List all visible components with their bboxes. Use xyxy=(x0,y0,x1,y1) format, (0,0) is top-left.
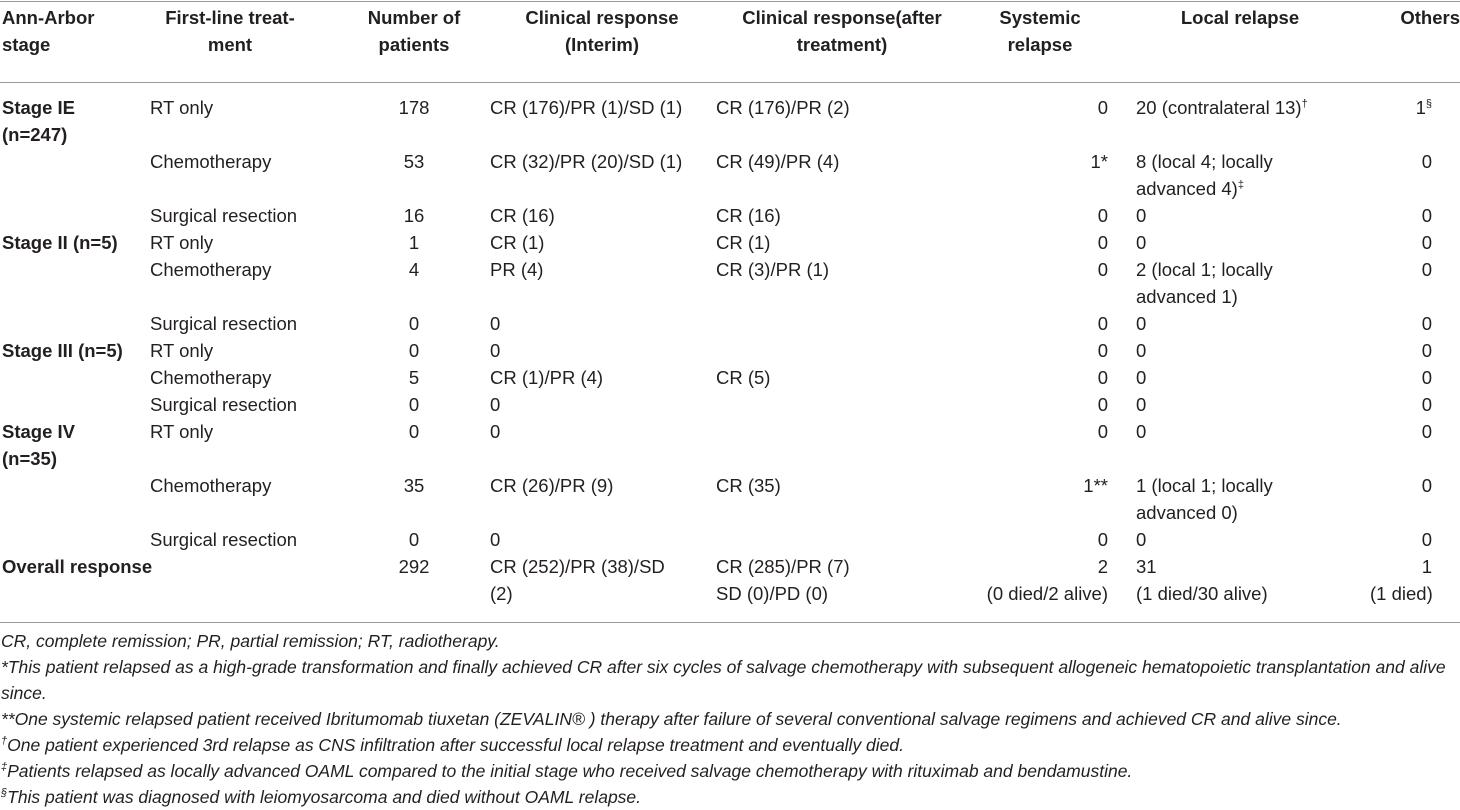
cell-treatment: RT only xyxy=(150,232,214,253)
header-interim: Clinical response (Interim) xyxy=(525,7,679,55)
cell-interim: CR (1) xyxy=(490,232,545,253)
table-row xyxy=(0,337,1460,364)
cell-after xyxy=(714,337,970,364)
cell-local: 31 (1 died/30 alive) xyxy=(1136,556,1268,604)
cell-systemic: 0 xyxy=(1097,205,1108,226)
cell-interim: CR (176)/PR (1)/SD (1) xyxy=(490,97,683,118)
cell-others: 1§ xyxy=(1415,97,1432,118)
header-treatment: First-line treat- ment xyxy=(165,7,295,55)
cell-systemic: 0 xyxy=(1097,97,1108,118)
cell-stage: Overall response xyxy=(2,556,153,577)
cell-patients: 16 xyxy=(403,205,425,226)
cell-others: 0 xyxy=(1421,313,1432,334)
cell-local: 2 (local 1; locally advanced 1) xyxy=(1136,259,1273,307)
cell-treatment: RT only xyxy=(150,340,214,361)
cell-local: 8 (local 4; locally advanced 4)‡ xyxy=(1136,151,1273,199)
cell-patients: 0 xyxy=(408,394,420,415)
cell-after xyxy=(714,418,970,472)
cell-others: 0 xyxy=(1421,205,1432,226)
cell-interim: 0 xyxy=(490,313,501,334)
cell-systemic: 0 xyxy=(1097,421,1108,442)
cell-patients: 0 xyxy=(408,340,420,361)
cell-stage xyxy=(0,148,146,202)
cell-local: 0 xyxy=(1136,340,1147,361)
header-row xyxy=(0,4,1460,94)
cell-others: 0 xyxy=(1421,394,1432,415)
cell-others: 0 xyxy=(1421,151,1432,172)
cell-after: CR (49)/PR (4) xyxy=(716,151,840,172)
cell-systemic: 0 xyxy=(1097,340,1108,361)
cell-interim: CR (32)/PR (20)/SD (1) xyxy=(490,151,683,172)
cell-treatment: Chemotherapy xyxy=(150,259,272,280)
cell-local: 0 xyxy=(1136,529,1147,550)
cell-systemic: 0 xyxy=(1097,394,1108,415)
cell-systemic: 1* xyxy=(1090,151,1108,172)
table-row xyxy=(0,229,1460,256)
cell-stage: Stage IV (n=35) xyxy=(2,421,75,469)
table-row xyxy=(0,472,1460,526)
header-systemic: Systemic relapse xyxy=(999,7,1081,55)
cell-stage: Stage II (n=5) xyxy=(2,232,118,253)
header-others: Others xyxy=(1400,7,1460,28)
cell-others: 0 xyxy=(1421,529,1432,550)
footnote: CR, complete remission; PR, partial remission; RT, radiotherapy. xyxy=(1,631,500,651)
cell-patients: 53 xyxy=(403,151,425,172)
cell-patients: 178 xyxy=(398,97,430,118)
cell-patients: 5 xyxy=(408,367,420,388)
footnote: †One patient experienced 3rd relapse as CNS infiltration after successful local relapse treatment and eventually died. xyxy=(1,735,905,755)
cell-local: 20 (contralateral 13)† xyxy=(1136,97,1308,118)
cell-treatment: Surgical resection xyxy=(150,529,298,550)
cell-others: 0 xyxy=(1421,340,1432,361)
cell-systemic: 0 xyxy=(1097,529,1108,550)
cell-after: CR (5) xyxy=(716,367,771,388)
cell-treatment xyxy=(146,553,348,607)
cell-others: 0 xyxy=(1421,367,1432,388)
cell-stage xyxy=(0,526,146,553)
cell-stage xyxy=(0,310,146,337)
cell-treatment: RT only xyxy=(150,421,214,442)
cell-stage xyxy=(0,391,146,418)
cell-local: 0 xyxy=(1136,367,1147,388)
cell-treatment: Surgical resection xyxy=(150,313,298,334)
cell-systemic: 0 xyxy=(1097,367,1108,388)
cell-local: 0 xyxy=(1136,205,1147,226)
header-local: Local relapse xyxy=(1180,7,1300,28)
table-row xyxy=(0,391,1460,418)
cell-after: CR (285)/PR (7) SD (0)/PD (0) xyxy=(716,556,850,604)
cell-others: 1 (1 died) xyxy=(1370,556,1433,604)
cell-interim: CR (16) xyxy=(490,205,555,226)
top-rule xyxy=(0,1,1460,2)
table-row xyxy=(0,94,1460,148)
cell-stage xyxy=(0,364,146,391)
cell-stage: Stage IE (n=247) xyxy=(2,97,75,145)
footnotes xyxy=(1,628,1459,810)
cell-patients: 35 xyxy=(403,475,425,496)
header-stage: Ann-Arbor stage xyxy=(2,7,95,55)
cell-interim: CR (1)/PR (4) xyxy=(490,367,604,388)
cell-treatment: Chemotherapy xyxy=(150,367,272,388)
cell-after xyxy=(714,310,970,337)
cell-interim: 0 xyxy=(490,394,501,415)
cell-stage xyxy=(0,472,146,526)
cell-local: 0 xyxy=(1136,232,1147,253)
cell-local: 0 xyxy=(1136,394,1147,415)
cell-treatment: Chemotherapy xyxy=(150,151,272,172)
cell-interim: 0 xyxy=(490,340,501,361)
cell-after xyxy=(714,526,970,553)
header-after: Clinical response(after treatment) xyxy=(742,7,942,55)
results-table xyxy=(0,4,1460,607)
cell-others: 0 xyxy=(1421,232,1432,253)
cell-others: 0 xyxy=(1421,475,1432,496)
table-row xyxy=(0,553,1460,607)
cell-patients: 1 xyxy=(408,232,420,253)
cell-patients: 0 xyxy=(408,313,420,334)
cell-treatment: RT only xyxy=(150,97,214,118)
cell-patients: 292 xyxy=(398,556,430,577)
cell-interim: CR (252)/PR (38)/SD (2) xyxy=(490,556,665,604)
footnote: *This patient relapsed as a high-grade transformation and finally achieved CR after six cycles of salvage chemotherapy with subsequent allogeneic hematopoietic transplantation and alive since. xyxy=(1,657,1446,703)
header-patients: Number of patients xyxy=(367,7,461,55)
cell-systemic: 0 xyxy=(1097,259,1108,280)
table-row xyxy=(0,310,1460,337)
bottom-rule xyxy=(0,622,1460,623)
cell-after xyxy=(714,391,970,418)
cell-treatment: Surgical resection xyxy=(150,205,298,226)
cell-local: 0 xyxy=(1136,421,1147,442)
table-row xyxy=(0,418,1460,472)
cell-interim: 0 xyxy=(490,421,501,442)
table-row xyxy=(0,256,1460,310)
cell-after: CR (176)/PR (2) xyxy=(716,97,850,118)
cell-local: 1 (local 1; locally advanced 0) xyxy=(1136,475,1273,523)
cell-stage xyxy=(0,202,146,229)
cell-after: CR (1) xyxy=(716,232,771,253)
cell-treatment: Chemotherapy xyxy=(150,475,272,496)
cell-interim: 0 xyxy=(490,529,501,550)
cell-systemic: 0 xyxy=(1097,313,1108,334)
cell-patients: 4 xyxy=(408,259,420,280)
cell-after: CR (35) xyxy=(716,475,781,496)
footnote: §This patient was diagnosed with leiomyosarcoma and died without OAML relapse. xyxy=(1,787,642,807)
cell-patients: 0 xyxy=(408,421,420,442)
cell-systemic: 2 (0 died/2 alive) xyxy=(986,556,1108,604)
cell-local: 0 xyxy=(1136,313,1147,334)
cell-stage xyxy=(0,256,146,310)
table-row xyxy=(0,526,1460,553)
footnote: ‡Patients relapsed as locally advanced OAML compared to the initial stage who received salvage chemotherapy with rituximab and bendamustine. xyxy=(1,761,1133,781)
cell-patients: 0 xyxy=(408,529,420,550)
cell-interim: CR (26)/PR (9) xyxy=(490,475,614,496)
cell-others: 0 xyxy=(1421,421,1432,442)
table-row xyxy=(0,148,1460,202)
cell-systemic: 1** xyxy=(1083,475,1108,496)
cell-interim: PR (4) xyxy=(490,259,544,280)
cell-after: CR (16) xyxy=(716,205,781,226)
table-row xyxy=(0,364,1460,391)
cell-stage: Stage III (n=5) xyxy=(2,340,123,361)
cell-treatment: Surgical resection xyxy=(150,394,298,415)
footnote: **One systemic relapsed patient received Ibritumomab tiuxetan (ZEVALIN® ) therapy after failure of several conventional salvage regimens and achieved CR and alive since. xyxy=(1,709,1342,729)
cell-others: 0 xyxy=(1421,259,1432,280)
table-row xyxy=(0,202,1460,229)
cell-after: CR (3)/PR (1) xyxy=(716,259,830,280)
cell-systemic: 0 xyxy=(1097,232,1108,253)
